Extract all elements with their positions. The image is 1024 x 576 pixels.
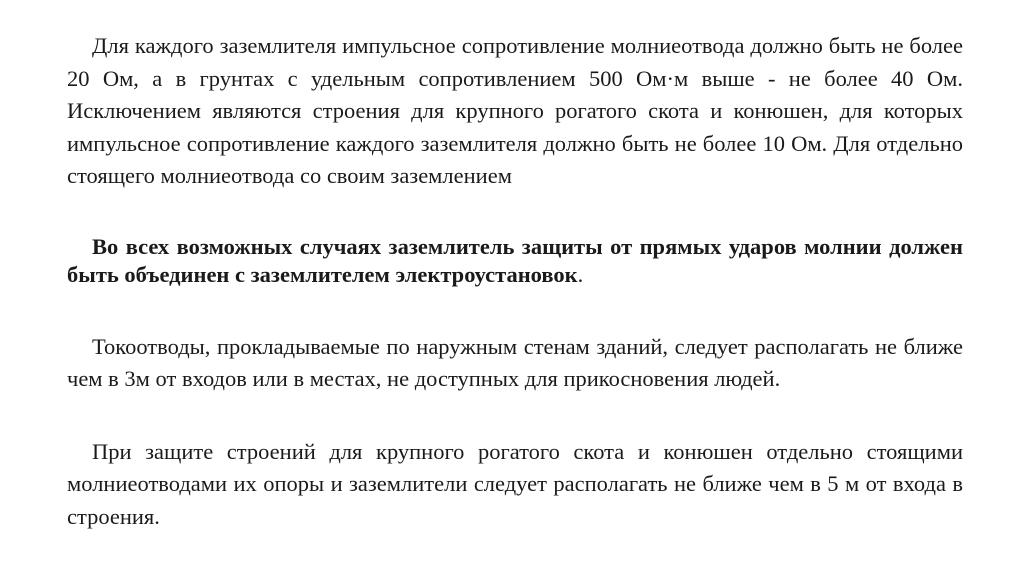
paragraph-livestock-protection	[67, 436, 963, 534]
paragraph-text: Для каждого заземлителя импульсное сопротивление молниеотвода должно быть не более 20 Ом, а в грунтах с удельным сопротивлением 500 Ом·м выше - не более 40 Ом. Исключением являются строения для крупного рогатого скота и конюшен, для которых импульсное сопротивление каждого заземлителя должно быть не более 10 Ом. Для отдельно стоящего молниеотвода со своим заземлением	[67, 33, 963, 188]
paragraph-grounding-union	[67, 233, 963, 289]
paragraph-down-conductors	[67, 331, 963, 396]
document-body	[67, 30, 963, 533]
paragraph-bold-text: Во всех возможных случаях заземлитель защиты от прямых ударов молнии должен быть объединен с заземлителем электроустановок	[67, 233, 963, 287]
paragraph-tail-text: .	[577, 261, 584, 287]
paragraph-text: Токоотводы, прокладываемые по наружным стенам зданий, следует располагать не ближе чем в 3м от входов или в местах, не доступных для прикосновения людей.	[67, 333, 963, 391]
paragraph-grounding-resistance	[67, 30, 963, 193]
paragraph-text: При защите строений для крупного рогатого скота и конюшен отдельно стоящими молниеотводами их опоры и заземлители следует располагать не ближе чем в 5 м от входа в строения.	[67, 438, 963, 529]
